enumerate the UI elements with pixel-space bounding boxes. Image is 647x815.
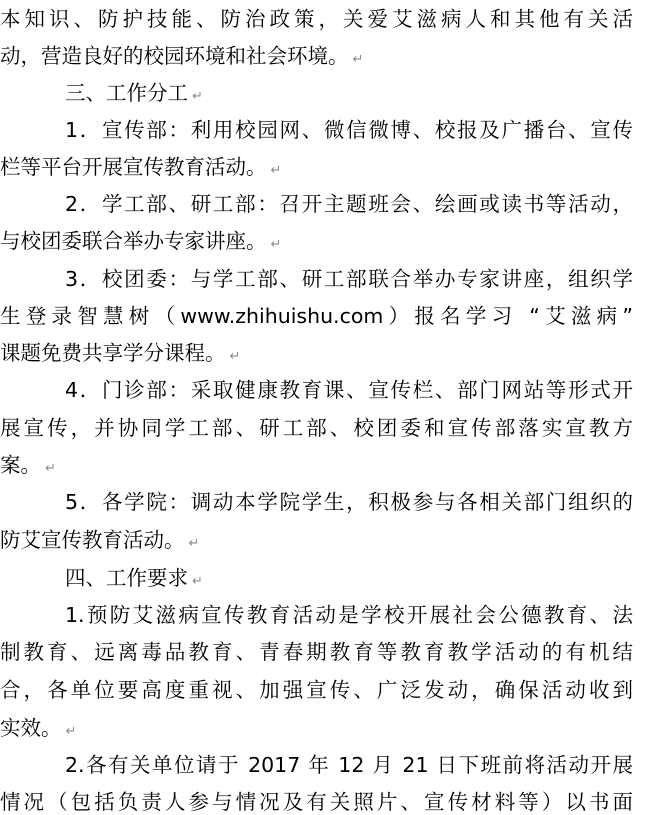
line-text: 5．各学院：调动本学院学生，积极参与各相关部门组织的: [65, 490, 633, 514]
paragraph-mark-icon: ↵: [270, 163, 282, 178]
line-text: 案。: [0, 453, 41, 477]
line-text: 4．门诊部：采取健康教育课、宣传栏、部门网站等形式开: [65, 378, 633, 402]
line-text: 实效。: [0, 716, 62, 740]
line-text: 课题免费共享学分课程。: [0, 341, 226, 365]
text-line: [0, 335, 647, 371]
line-text: 2．学工部、研工部：召开主题班会、绘画或读书等活动，: [65, 192, 633, 216]
text-line: [0, 410, 633, 446]
line-text: 四、工作要求: [65, 566, 188, 590]
text-line: [65, 261, 633, 297]
text-line: [0, 447, 647, 483]
line-text: 生登录智慧树（www.zhihuishu.com）报名学习 “艾滋病”: [0, 304, 633, 328]
text-line: [65, 112, 633, 148]
line-text: 情况（包括负责人参与情况及有关照片、宣传材料等）以书面: [0, 790, 633, 814]
line-text: 动，营造良好的校园环境和社会环境。: [0, 44, 349, 68]
paragraph-mark-icon: ↵: [45, 461, 56, 476]
line-text: 制教育、远离毒品教育、青春期教育等教育教学活动的有机结: [0, 640, 633, 664]
section-heading: [65, 560, 647, 596]
line-text: 3．校团委：与学工部、研工部联合举办专家讲座，组织学: [65, 267, 633, 291]
text-line: [0, 38, 647, 74]
section-heading: [65, 75, 647, 111]
text-line: [65, 186, 633, 222]
paragraph-mark-icon: ↵: [192, 89, 203, 104]
text-line: [65, 484, 633, 520]
line-text: 防艾宣传教育活动。: [0, 528, 185, 552]
text-line: [65, 597, 633, 633]
paragraph-mark-icon: ↵: [229, 349, 241, 364]
paragraph-mark-icon: ↵: [188, 536, 200, 551]
text-line: [65, 372, 633, 408]
text-line: [0, 223, 647, 259]
line-text: 与校团委联合举办专家讲座。: [0, 229, 267, 253]
line-text: 展宣传，并协同学工部、研工部、校团委和宣传部落实宣教方: [0, 416, 633, 440]
line-text: 三、工作分工: [65, 81, 188, 105]
paragraph-mark-icon: ↵: [270, 237, 282, 252]
text-line: [0, 298, 633, 334]
text-line: [0, 522, 647, 558]
text-line: [0, 710, 647, 746]
paragraph-mark-icon: ↵: [65, 724, 77, 739]
line-text: 合，各单位要高度重视、加强宣传、广泛发动，确保活动收到: [0, 678, 633, 702]
line-text: 2.各有关单位请于 2017 年 12 月 21 日下班前将活动开展: [65, 753, 633, 777]
line-text: 1.预防艾滋病宣传教育活动是学校开展社会公德教育、法: [65, 603, 633, 627]
text-line: [0, 149, 647, 185]
text-line: [0, 1, 633, 37]
paragraph-mark-icon: ↵: [192, 574, 203, 589]
text-line: [0, 672, 633, 708]
text-line: [0, 784, 633, 815]
text-line: [65, 747, 633, 783]
paragraph-mark-icon: ↵: [352, 52, 364, 67]
line-text: 本知识、防护技能、防治政策，关爱艾滋病人和其他有关活: [0, 7, 633, 31]
line-text: 栏等平台开展宣传教育活动。: [0, 155, 267, 179]
line-text: 1．宣传部：利用校园网、微信微博、校报及广播台、宣传: [65, 118, 633, 142]
text-line: [0, 634, 633, 670]
